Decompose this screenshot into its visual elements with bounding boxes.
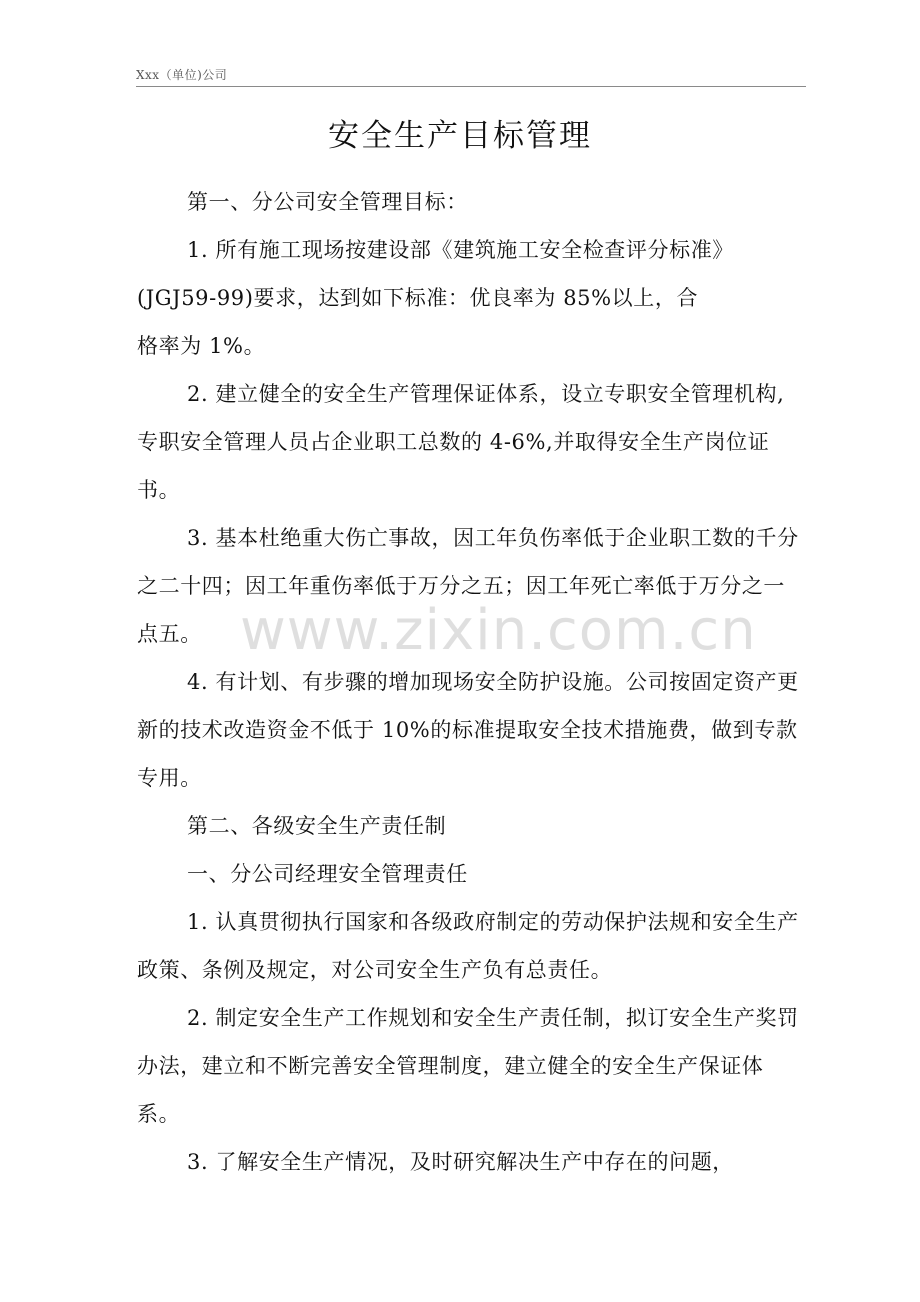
page-header [136, 66, 806, 87]
section-heading-responsibility: 第二、各级安全生产责任制 [187, 814, 447, 838]
goal-item-1-line-1: 1. 所有施工现场按建设部《建筑施工安全检查评分标准》 [187, 238, 734, 262]
responsibility-item-2: 2. 制定安全生产工作规划和安全生产责任制，拟订安全生产奖罚办法，建立和不断完善安全管理制度，建立健全的安全生产保证体系。 [137, 1006, 799, 1126]
goal-item-1-line-3: 格率为 1%。 [137, 334, 266, 358]
goal-item-3: 3. 基本杜绝重大伤亡事故，因工年负伤率低于企业职工数的千分之二十四；因工年重伤率低于万分之五；因工年死亡率低于万分之一点五。 [137, 526, 799, 646]
goal-item-1-line-2: (JGJ59-99)要求，达到如下标准：优良率为 85%以上，合 [137, 286, 699, 310]
responsibility-item-3: 3. 了解安全生产情况，及时研究解决生产中存在的问题， [187, 1150, 734, 1174]
document-body [137, 178, 805, 1186]
section-heading-goals: 第一、分公司安全管理目标： [187, 190, 468, 214]
header-company-name: Xxx（单位)公司 [136, 68, 228, 82]
watermark-text: www.zixin.com.cn [240, 598, 757, 663]
goal-item-4: 4. 有计划、有步骤的增加现场安全防护设施。公司按固定资产更新的技术改造资金不低于 10%的标准提取安全技术措施费，做到专款专用。 [137, 670, 799, 790]
goal-item-1 [137, 226, 805, 370]
document-title: 安全生产目标管理 [328, 118, 592, 154]
responsibility-item-1: 1. 认真贯彻执行国家和各级政府制定的劳动保护法规和安全生产政策、条例及规定，对公司安全生产负有总责任。 [137, 910, 799, 982]
subsection-heading-manager: 一、分公司经理安全管理责任 [187, 862, 468, 886]
goal-item-2: 2. 建立健全的安全生产管理保证体系，设立专职安全管理机构,专职安全管理人员占企业职工总数的 4-6%,并取得安全生产岗位证书。 [137, 382, 785, 502]
